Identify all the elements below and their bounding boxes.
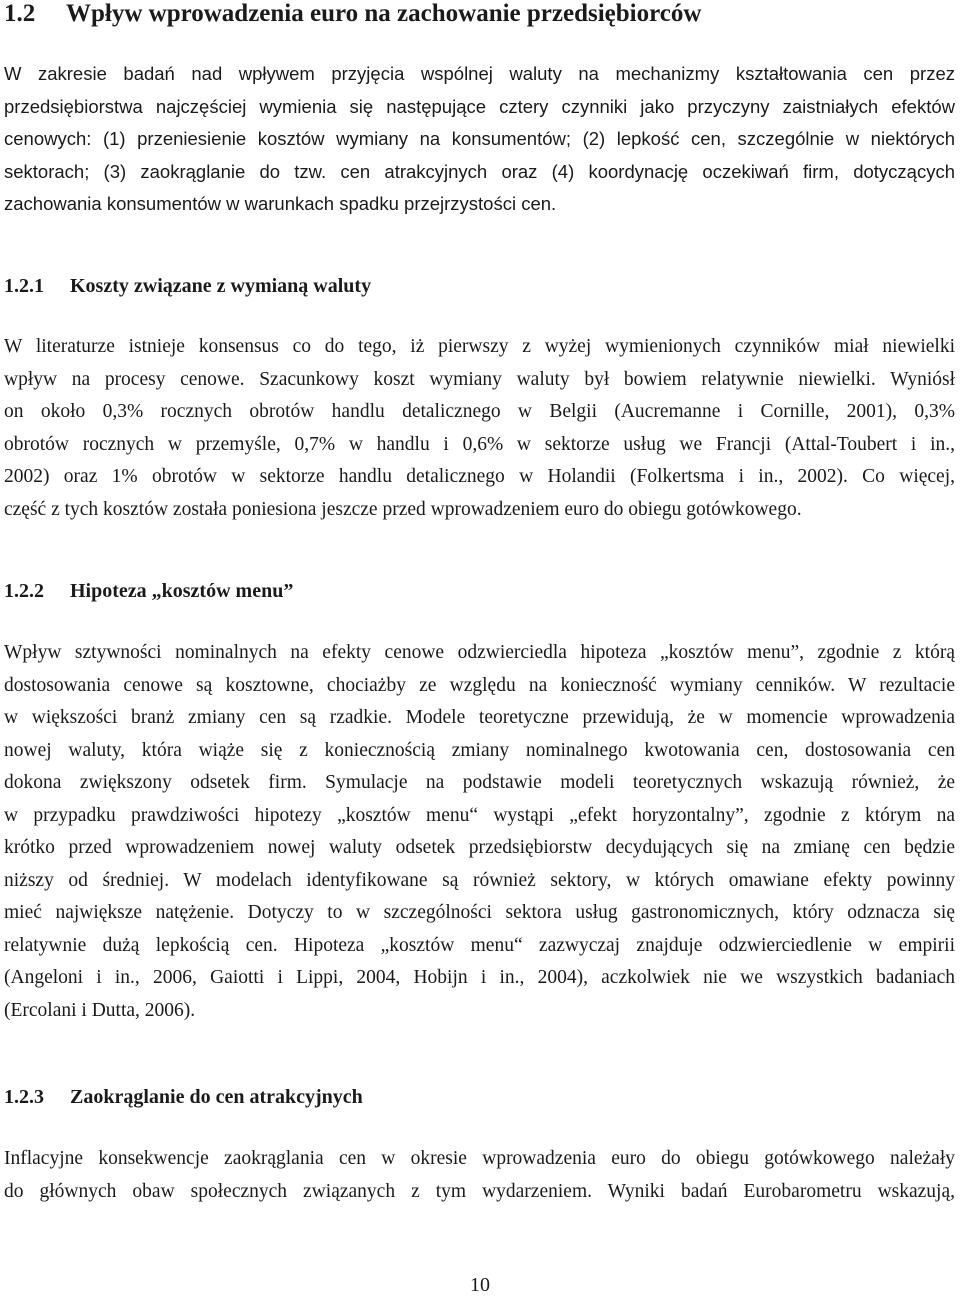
rounding-paragraph xyxy=(4,1143,955,1208)
paragraph-line: W zakresie badań nad wpływem przyjęcia wspólnej waluty na mechanizmy kształtowania cen przez xyxy=(4,63,955,84)
page-number: 10 xyxy=(470,1274,490,1296)
paragraph-line: 2002) oraz 1% obrotów w sektorze handlu detalicznego w Holandii (Folkertsma i in., 2002). Co więcej, xyxy=(4,466,955,487)
paragraph-line: krótko przed wprowadzeniem nowej waluty odsetek przedsiębiorstw decydujących się na zmianę cen będzie xyxy=(4,837,955,858)
menu-costs-paragraph xyxy=(4,637,955,1027)
subsection-heading-menu-costs xyxy=(4,578,293,604)
section-title: Wpływ wprowadzenia euro na zachowanie przedsiębiorców xyxy=(66,0,702,27)
subsection-title: Koszty związane z wymianą waluty xyxy=(70,275,372,297)
subsection-number: 1.2.3 xyxy=(4,1086,44,1108)
paragraph-line: część z tych kosztów została poniesiona jeszcze przed wprowadzeniem euro do obiegu gotówkowego. xyxy=(4,498,802,520)
paragraph-line: w większości branż zmiany cen są rzadkie. Modele teoretyczne przewidują, że w momencie wprowadzenia xyxy=(4,707,955,728)
costs-paragraph xyxy=(4,331,955,526)
paragraph-line: dokona zwiększony odsetek firm. Symulacje na podstawie modeli teoretycznych wskazują również, że xyxy=(4,772,955,793)
paragraph-line: sektorach; (3) zaokrąglanie do tzw. cen atrakcyjnych oraz (4) koordynację oczekiwań firm, dotyczących xyxy=(4,160,955,182)
subsection-number: 1.2.2 xyxy=(4,580,44,602)
paragraph-line: Wpływ sztywności nominalnych na efekty cenowe odzwierciedla hipoteza „kosztów menu”, zgodnie z którą xyxy=(4,642,955,663)
paragraph-line: obrotów rocznych w przemyśle, 0,7% w handlu i 0,6% w sektorze usług we Francji (Attal-Toubert i in., xyxy=(4,433,955,455)
paragraph-line: W literaturze istnieje konsensus co do tego, iż pierwszy z wyżej wymienionych czynników miał niewielki xyxy=(4,336,955,357)
subsection-heading-costs xyxy=(4,273,371,299)
paragraph-line: przedsiębiorstwa najczęściej wymienia się następujące cztery czynniki jako przyczyny zaistniałych efektów xyxy=(4,95,955,117)
intro-paragraph xyxy=(4,58,955,221)
paragraph-line: Inflacyjne konsekwencje zaokrąglania cen w okresie wprowadzenia euro do obiegu gotówkowego należały xyxy=(4,1148,955,1169)
paragraph-line: w przypadku prawdziwości hipotezy „kosztów menu“ wystąpi „efekt horyzontalny”, zgodnie z którym na xyxy=(4,804,955,826)
paragraph-line: dostosowania cenowe są kosztowne, chociażby ze względu na konieczność wymiany cenników. W rezultacie xyxy=(4,674,955,696)
subsection-number: 1.2.1 xyxy=(4,275,44,297)
subsection-heading-rounding xyxy=(4,1084,363,1110)
paragraph-line: (Angeloni i in., 2006, Gaiotti i Lippi, 2004, Hobijn i in., 2004), aczkolwiek nie we wszystkich badaniach xyxy=(4,967,955,988)
paragraph-line: on około 0,3% rocznych obrotów handlu detalicznego w Belgii (Aucremanne i Cornille, 2001), 0,3% xyxy=(4,401,955,422)
section-number: 1.2 xyxy=(4,0,36,27)
paragraph-line: relatywnie dużą lepkością cen. Hipoteza „kosztów menu“ zazwyczaj znajduje odzwierciedlenie w empirii xyxy=(4,934,955,956)
paragraph-line: nowej waluty, która wiąże się z koniecznością zmiany nominalnego kwotowania cen, dostosowania cen xyxy=(4,739,955,761)
paragraph-line: cenowych: (1) przeniesienie kosztów wymiany na konsumentów; (2) lepkość cen, szczególnie w niektórych xyxy=(4,128,955,149)
paragraph-line: do głównych obaw społecznych związanych z tym wydarzeniem. Wyniki badań Eurobarometru wskazują, xyxy=(4,1180,955,1202)
paragraph-line: wpływ na procesy cenowe. Szacunkowy koszt wymiany waluty był bowiem relatywnie niewielki. Wyniósł xyxy=(4,368,955,390)
subsection-title: Hipoteza „kosztów menu” xyxy=(70,580,294,602)
subsection-title: Zaokrąglanie do cen atrakcyjnych xyxy=(70,1086,363,1108)
paragraph-line: niższy od średniej. W modelach identyfikowane są również sektory, w których omawiane efekty powinny xyxy=(4,869,955,891)
paragraph-line: mieć największe natężenie. Dotyczy to w szczególności sektora usług gastronomicznych, który odznacza się xyxy=(4,902,955,923)
paragraph-line: (Ercolani i Dutta, 2006). xyxy=(4,999,196,1021)
paragraph-line: zachowania konsumentów w warunkach spadku przejrzystości cen. xyxy=(4,193,557,214)
section-heading xyxy=(4,0,701,30)
